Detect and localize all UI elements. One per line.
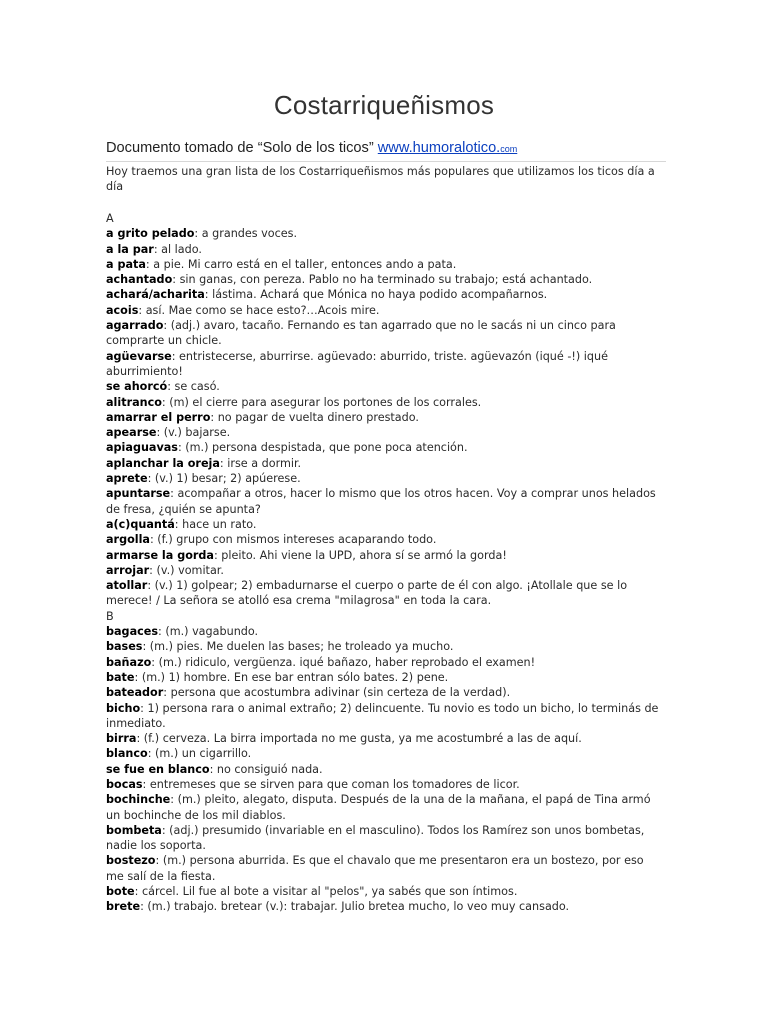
entry-term: apuntarse [106,487,171,501]
entry-definition: un bochinche de los mil diablos. [106,808,286,822]
entry-definition: : a pie. Mi carro está en el taller, entonces ando a pata. [145,257,457,271]
entry-term: armarse la gorda [106,548,214,562]
entry-term: a la par [106,242,154,256]
glossary-entry [106,685,666,700]
glossary-entry [106,884,666,899]
entry-definition: nadie los soporta. [106,839,206,853]
entry-definition: : (m.) persona aburrida. Es que el chavalo que me presentaron era un bostezo, por eso [155,854,644,868]
entry-definition: : (m.) pies. Me duelen las bases; he troleado ya mucho. [142,640,454,654]
entry-term: bateador [106,686,164,700]
glossary-entry-continuation [106,869,666,884]
entry-definition: : cárcel. Lil fue al bote a visitar al "pelos", ya sabés que son íntimos. [134,885,518,899]
entry-definition: : no consiguió nada. [209,762,323,776]
entry-term: bate [106,670,135,684]
entry-definition: me salí de la fiesta. [106,869,216,883]
glossary-entry [106,242,666,257]
glossary-entry [106,456,666,471]
entry-definition: : entristecerse, aburrirse. agüevado: aburrido, triste. agüevazón (iqué -!) iqué [171,349,608,363]
entry-definition: : (m.) ridiculo, vergüenza. iqué bañazo, haber reprobado el examen! [151,655,536,669]
source-link-tail[interactable]: com [500,144,518,154]
entry-definition: : a grandes voces. [194,227,298,241]
entry-definition: : (m.) persona despistada, que pone poca atención. [177,441,468,455]
glossary-entry [106,517,666,532]
source-suffix: ” [368,140,378,156]
entry-definition: inmediato. [106,716,166,730]
entry-term: se fue en blanco [106,762,210,776]
entry-term: se ahorcó [106,380,168,394]
entry-term: argolla [106,533,150,547]
entry-definition: : así. Mae como se hace esto?…Acois mire. [138,303,380,317]
section-letter: B [106,609,114,623]
intro-paragraph [106,164,666,195]
entry-term: a grito pelado [106,227,195,241]
entry-definition: : no pagar de vuelta dinero prestado. [210,410,419,424]
intro-line: día [106,180,124,194]
entry-definition: : lástima. Achará que Mónica no haya podido acompañarnos. [204,288,548,302]
entry-term: apiaguavas [106,441,178,455]
glossary-entry [106,303,666,318]
glossary-entry-continuation [106,502,666,517]
glossary-entries [106,211,666,915]
glossary-entry [106,548,666,563]
glossary-entry-continuation [106,364,666,379]
glossary-entry-continuation [106,716,666,731]
entry-term: aprete [106,472,148,486]
entry-definition: comprarte un chicle. [106,334,222,348]
glossary-entry [106,731,666,746]
entry-definition: : (v.) bajarse. [156,426,231,440]
glossary-entry [106,777,666,792]
entry-term: a(c)quantá [106,517,175,531]
glossary-entry [106,425,666,440]
glossary-entry [106,471,666,486]
glossary-entry [106,410,666,425]
glossary-entry [106,532,666,547]
source-link-main[interactable]: www.humoralotico. [377,140,501,156]
glossary-entry-continuation [106,838,666,853]
entry-term: bañazo [106,655,152,669]
entry-definition: : entremeses que se sirven para que coman los tomadores de licor. [142,777,520,791]
glossary-entry [106,379,666,394]
entry-definition: : sin ganas, con pereza. Pablo no ha terminado su trabajo; está achantado. [172,273,593,287]
glossary-entry [106,257,666,272]
entry-term: atollar [106,579,148,593]
entry-term: arrojar [106,563,150,577]
entry-definition: : (m.) un cigarrillo. [147,747,252,761]
entry-definition: : (adj.) avaro, tacaño. Fernando es tan agarrado que no le sacás ni un cinco para [163,319,616,333]
glossary-entry-continuation [106,593,666,608]
glossary-entry [106,792,666,807]
entry-term: agarrado [106,319,164,333]
entry-term: bocas [106,777,143,791]
glossary-entry [106,655,666,670]
glossary-entry [106,349,666,364]
glossary-entry [106,563,666,578]
entry-term: bagaces [106,625,158,639]
entry-term: a pata [106,257,146,271]
entry-term: achantado [106,273,173,287]
intro-line: Hoy traemos una gran lista de los Costarriqueñismos más populares que utilizamos los ticos día a [106,165,655,178]
entry-term: bicho [106,701,141,715]
entry-definition: : (m) el cierre para asegurar los portones de los corrales. [161,395,482,409]
entry-term: bases [106,640,143,654]
entry-definition: : (v.) 1) besar; 2) apúerese. [147,472,301,486]
glossary-entry [106,226,666,241]
glossary-entry-continuation [106,808,666,823]
entry-term: bombeta [106,823,162,837]
page-title: Costarriqueñismos [273,90,495,120]
entry-definition: : irse a dormir. [219,456,302,470]
entry-term: blanco [106,747,148,761]
entry-term: aplanchar la oreja [106,456,220,470]
glossary-entry-continuation [106,333,666,348]
entry-term: alitranco [106,395,162,409]
entry-definition: : (m.) vagabundo. [158,625,259,639]
entry-definition: : acompañar a otros, hacer lo mismo que los otros hacen. Voy a comprar unos helados [170,487,656,501]
entry-term: achará/acharita [106,288,205,302]
section-letter: A [106,212,114,225]
entry-term: bochinche [106,793,171,807]
source-quoted: Solo de los ticos [262,140,369,156]
glossary-entry [106,395,666,410]
glossary-entry [106,639,666,654]
entry-definition: : (m.) 1) hombre. En ese bar entran sólo bates. 2) pene. [134,670,449,684]
glossary-entry [106,578,666,593]
entry-definition: : (v.) 1) golpear; 2) embadurnarse el cuerpo o parte de él con algo. ¡Atollale que se lo [147,579,628,593]
entry-definition: : (f.) cerveza. La birra importada no me gusta, ya me acostumbré a las de aquí. [136,732,582,746]
entry-term: brete [106,900,141,914]
glossary-entry [106,762,666,777]
entry-definition: aburrimiento! [106,364,183,378]
entry-definition: : al lado. [153,242,202,256]
source-line [106,140,666,156]
entry-definition: de fresa, ¿quién se apunta? [106,502,261,516]
glossary-entry [106,853,666,868]
glossary-entry [106,670,666,685]
glossary-entry [106,746,666,761]
entry-definition: merece! / La señora se atolló esa crema "milagrosa" en toda la cara. [106,594,492,608]
entry-term: amarrar el perro [106,410,211,424]
entry-definition: : 1) persona rara o animal extraño; 2) delincuente. Tu novio es todo un bicho, lo terminás de [140,701,659,715]
entry-definition: : (v.) vomitar. [149,563,224,577]
entry-term: bostezo [106,854,156,868]
glossary-entry [106,624,666,639]
glossary-entry [106,899,666,914]
glossary-entry [106,701,666,716]
entry-term: birra [106,732,137,746]
entry-definition: : (f.) grupo con mismos intereses acaparando todo. [149,533,437,547]
entry-term: agüevarse [106,349,172,363]
entry-definition: : (adj.) presumido (invariable en el masculino). Todos los Ramírez son unos bombetas, [161,823,645,837]
glossary-entry [106,440,666,455]
glossary-entry [106,823,666,838]
entry-definition: : (m.) pleito, alegato, disputa. Después de la una de la mañana, el papá de Tina armó [170,793,651,807]
source-link[interactable] [378,140,518,156]
glossary-entry [106,287,666,302]
glossary-entry [106,486,666,501]
entry-definition: : persona que acostumbra adivinar (sin certeza de la verdad). [163,686,511,700]
entry-term: apearse [106,426,157,440]
glossary-entry [106,272,666,287]
entry-definition: : pleito. Ahi viene la UPD, ahora sí se armó la gorda! [213,548,507,562]
entry-term: bote [106,885,135,899]
divider [106,161,666,162]
entry-term: acois [106,303,139,317]
entry-definition: : hace un rato. [174,517,257,531]
entry-definition: : (m.) trabajo. bretear (v.): trabajar. Julio bretea mucho, lo veo muy cansado. [140,900,570,914]
glossary-entry [106,318,666,333]
entry-definition: : se casó. [167,380,220,394]
source-prefix: Documento tomado de “ [106,140,263,156]
